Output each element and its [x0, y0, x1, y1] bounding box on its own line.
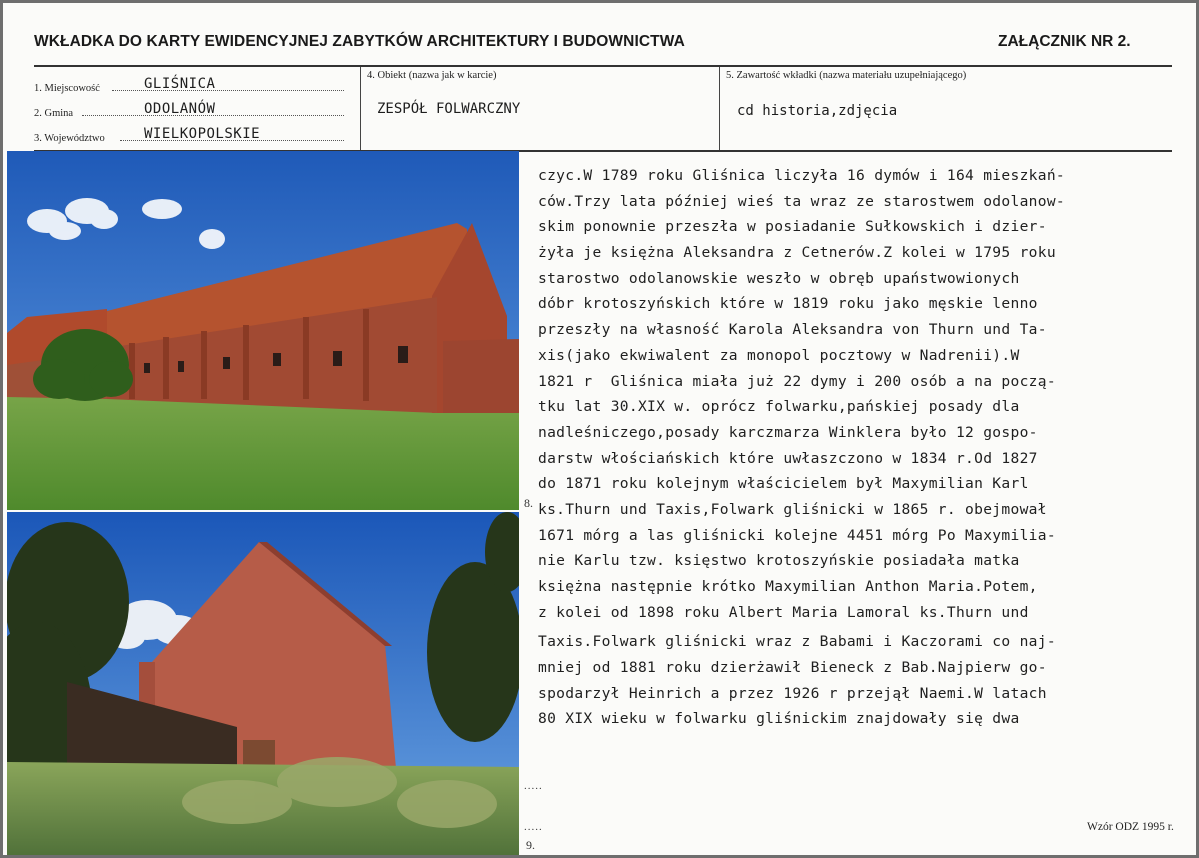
history-line: 80 XIX wieku w folwarku gliśnickim znajdowały się dwa — [538, 710, 1020, 728]
history-line: czyc.W 1789 roku Gliśnica liczyła 16 dymów i 164 mieszkań- — [538, 167, 1065, 184]
history-line: mniej od 1881 roku dzierżawił Bieneck z Bab.Najpierw go- — [538, 659, 1047, 677]
field-voivodeship — [34, 124, 344, 144]
field-voivodeship-label: 3. Województwo — [34, 133, 105, 144]
dot-mark: ..... — [524, 821, 543, 833]
fields-divider-1 — [360, 67, 361, 150]
history-line: do 1871 roku kolejnym właścicielem był Maxymilian Karl — [538, 475, 1029, 493]
field-voivodeship-value: WIELKOPOLSKIE — [144, 126, 261, 142]
page-number-8: 8. — [524, 496, 533, 510]
photo-farm-building — [7, 151, 519, 510]
form-model-label: Wzór ODZ 1995 r. — [1087, 821, 1174, 833]
history-line: z kolei od 1898 roku Albert Maria Lamoral ks.Thurn und — [538, 603, 1029, 621]
history-line: księżna następnie krótko Maxymilian Anthon Maria.Potem, — [538, 578, 1038, 595]
form-title: WKŁADKA DO KARTY EWIDENCYJNEJ ZABYTKÓW ARCHITEKTURY I BUDOWNICTWA — [34, 33, 685, 50]
history-line: nie Karlu tzw. księstwo krotoszyńskie posiadała matka — [538, 552, 1020, 570]
fields-divider-2 — [719, 67, 720, 150]
field-object-label: 4. Obiekt (nazwa jak w karcie) — [367, 70, 497, 81]
history-line: nadleśniczego,posady karczmarza Winklera było 12 gospo- — [538, 423, 1038, 441]
history-line: skim ponownie przeszła w posiadanie Sułkowskich i dzier- — [538, 218, 1047, 236]
field-locality-value: GLIŚNICA — [144, 76, 216, 92]
field-content-label: 5. Zawartość wkładki (nazwa materiału uzupełniającego) — [726, 70, 967, 81]
history-line: ks.Thurn und Taxis,Folwark gliśnicki w 1865 r. obejmował — [538, 500, 1047, 518]
photo-brick-gable — [7, 512, 519, 855]
history-line: dóbr krotoszyńskich które w 1819 roku jako męskie lenno — [538, 295, 1038, 313]
field-commune — [34, 99, 344, 119]
history-text — [538, 167, 1138, 736]
history-line: żyła je księżna Aleksandra z Cetnerów.Z kolei w 1795 roku — [538, 244, 1056, 262]
field-commune-value: ODOLANÓW — [144, 101, 216, 117]
history-line: ców.Trzy lata później wieś ta wraz ze starostwem odolanow- — [538, 192, 1065, 210]
field-content-value: cd historia,zdjęcia — [737, 103, 898, 119]
history-line: 1821 r Gliśnica miała już 22 dymy i 200 osób a na począ- — [538, 372, 1056, 390]
history-line: xis(jako ekwiwalent za monopol pocztowy w Nadrenii).W — [538, 346, 1020, 364]
history-line: starostwo odolanowskie weszło w obręb upaństwowionych — [538, 269, 1020, 287]
history-line: spodarzył Heinrich a przez 1926 r przejął Naemi.W latach — [538, 684, 1047, 702]
field-object-value: ZESPÓŁ FOLWARCZNY — [377, 101, 521, 117]
header-rule — [34, 65, 1172, 67]
annex-number: ZAŁĄCZNIK NR 2. — [998, 33, 1131, 50]
dot-mark: ..... — [524, 780, 543, 792]
history-line: 1671 mórg a las gliśnicki kolejne 4451 mórg Po Maxymilia- — [538, 526, 1056, 544]
history-line: darstw włościańskich które uwłaszczono w 1834 r.Od 1827 — [538, 449, 1038, 467]
history-line: tku lat 30.XIX w. oprócz folwarku,pańskiej posady dla — [538, 398, 1020, 416]
page-number-9: 9. — [526, 838, 535, 852]
history-line: przeszły na własność Karola Aleksandra von Thurn und Ta- — [538, 321, 1047, 339]
history-line: Taxis.Folwark gliśnicki wraz z Babami i Kaczorami co naj- — [538, 633, 1056, 651]
field-locality-label: 1. Miejscowość — [34, 83, 100, 94]
field-locality — [34, 74, 344, 94]
field-commune-label: 2. Gmina — [34, 108, 74, 119]
